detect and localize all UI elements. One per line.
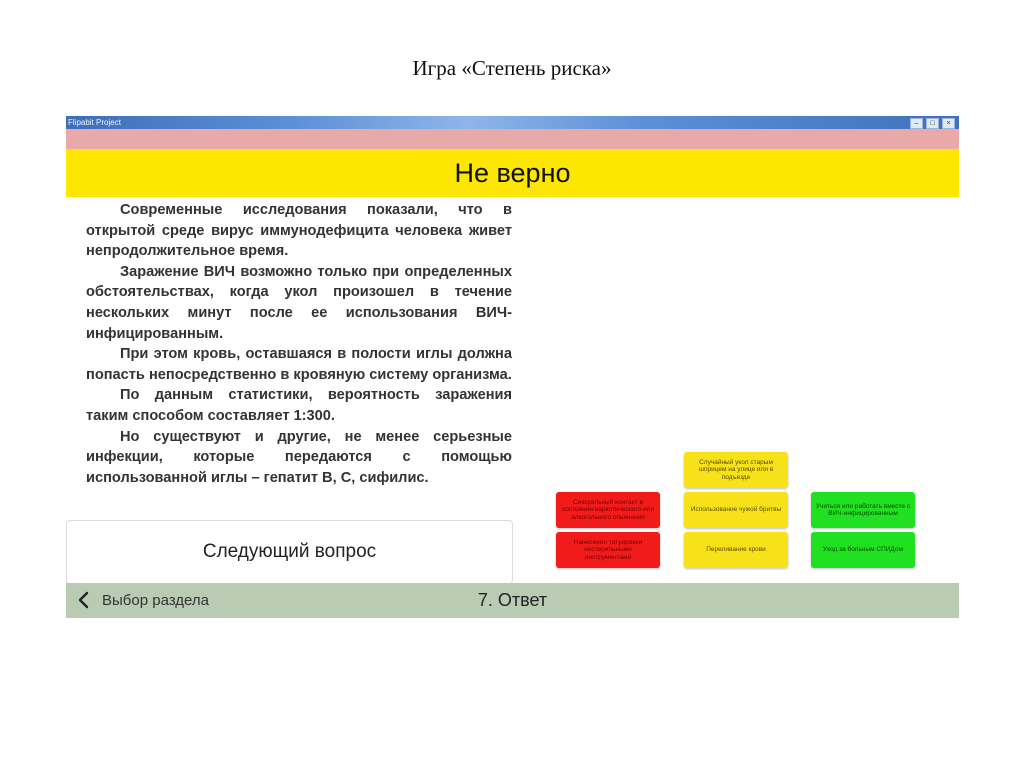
question-number: 7. Ответ	[477, 590, 548, 610]
window-controls	[910, 118, 955, 129]
minimize-button[interactable]: –	[910, 118, 923, 129]
result-text: Не верно	[454, 157, 571, 188]
explanation-paragraph: При этом кровь, оставшаяся в полости иглы должна попасть непосредственно в кровяную систему организма.	[86, 346, 512, 383]
next-question-button[interactable]	[66, 520, 513, 584]
risk-card-red[interactable]: Сексуальный контакт в состоянии наркотического или алкогольного опьянения	[556, 492, 660, 528]
risk-card-yellow[interactable]: Случайный укол старым шприцем на улице или в подъезде	[684, 452, 788, 488]
back-to-sections-link[interactable]: Выбор раздела	[102, 592, 209, 609]
maximize-button[interactable]: □	[926, 118, 939, 129]
explanation-paragraph: Заражение ВИЧ возможно только при определенных обстоятельствах, когда укол произошел в течение нескольких минут после ее использования ВИЧ-инфицированным.	[86, 263, 512, 342]
app-name: Flipabit Project	[68, 118, 121, 127]
header-strip	[66, 129, 959, 149]
risk-card-red[interactable]: Нанесение татуировки нестерильными инструментами	[556, 532, 660, 568]
risk-card-green[interactable]: Учиться или работать вместе с ВИЧ-инфицированным	[811, 492, 915, 528]
explanation-paragraph: Но существуют и другие, не менее серьезные инфекции, которые передаются с помощью использованной иглы – гепатит В, С, сифилис.	[86, 428, 512, 486]
explanation-paragraph: Современные исследования показали, что в открытой среде вирус иммунодефицита человека живет непродолжительное время.	[86, 202, 512, 260]
close-button[interactable]: ×	[942, 118, 955, 129]
result-banner	[66, 149, 959, 197]
app-window	[66, 116, 959, 620]
bottom-nav-bar	[66, 583, 959, 618]
risk-card-green[interactable]: Уход за больным СПИДом	[811, 532, 915, 568]
window-titlebar	[66, 116, 959, 129]
next-question-label: Следующий вопрос	[202, 541, 377, 562]
slide-title: Игра «Степень риска»	[412, 56, 612, 80]
risk-card-yellow[interactable]: Переливание крови	[684, 532, 788, 568]
explanation-paragraph: По данным статистики, вероятность заражения таким способом составляет 1:300.	[86, 387, 512, 424]
risk-card-yellow[interactable]: Использование чужой бритвы	[684, 492, 788, 528]
explanation-text	[86, 200, 512, 488]
